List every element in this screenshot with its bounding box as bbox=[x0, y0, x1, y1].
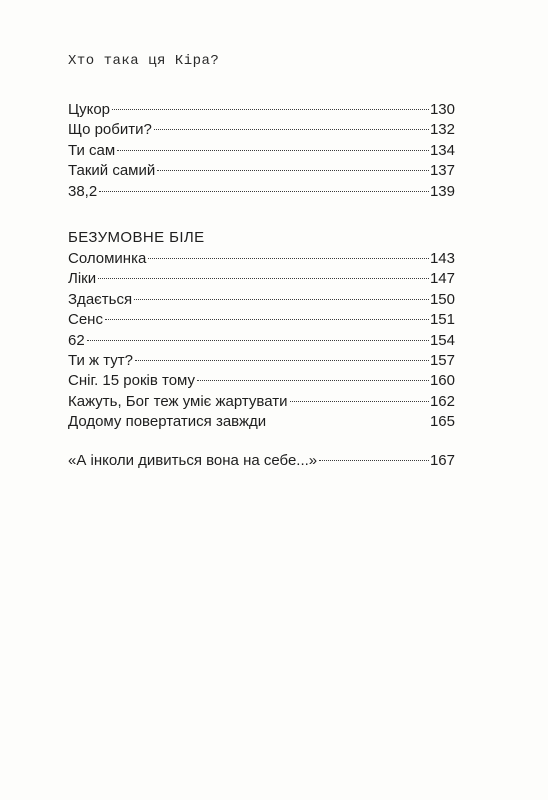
toc-entry-page: 165 bbox=[429, 413, 455, 431]
toc-entry bbox=[68, 392, 455, 412]
toc-entry bbox=[68, 331, 455, 351]
toc-entry-page: 162 bbox=[429, 392, 455, 410]
toc-entry-title: 38,2 bbox=[68, 182, 98, 200]
running-head: Хто така ця Кіра? bbox=[68, 53, 220, 69]
dot-leader bbox=[319, 460, 429, 461]
toc-entry bbox=[68, 351, 455, 371]
dot-leader bbox=[135, 360, 429, 361]
toc-section-2 bbox=[68, 227, 455, 433]
toc-entry-page: 139 bbox=[429, 182, 455, 200]
dot-leader bbox=[157, 170, 429, 171]
dot-leader bbox=[290, 401, 429, 402]
toc-entry-title: Додому повертатися завжди bbox=[68, 413, 267, 431]
toc-entry-title: Кажуть, Бог теж уміє жартувати bbox=[68, 392, 288, 410]
toc-entry bbox=[68, 371, 455, 391]
toc-entry-title: «А інколи дивиться вона на себе...» bbox=[68, 452, 318, 469]
toc-entry-title: Здається bbox=[68, 290, 133, 308]
toc-entry-title: Соломинка bbox=[68, 250, 147, 267]
toc-entry-title: Ліки bbox=[68, 270, 97, 288]
dot-leader bbox=[268, 421, 429, 422]
toc-entry-title: Сенс bbox=[68, 311, 103, 329]
section-title: БЕЗУМОВНЕ БІЛЕ bbox=[68, 229, 205, 246]
dot-leader bbox=[197, 380, 429, 381]
toc-entry bbox=[68, 249, 455, 269]
dot-leader bbox=[112, 109, 429, 110]
dot-leader bbox=[87, 340, 429, 341]
dot-leader bbox=[154, 129, 429, 130]
toc-entry-title: Ти ж тут? bbox=[68, 351, 134, 369]
toc-entry-title: Ти сам bbox=[68, 141, 116, 159]
toc-entry bbox=[68, 412, 455, 432]
toc-entry-page: 157 bbox=[429, 351, 455, 369]
toc-entry-title: Такий самий bbox=[68, 162, 156, 180]
toc-entry bbox=[68, 182, 455, 202]
toc-entry-page: 130 bbox=[429, 101, 455, 118]
toc-entry bbox=[68, 290, 455, 310]
toc-entry-title: 62 bbox=[68, 331, 85, 349]
toc-entry-page: 147 bbox=[429, 270, 455, 288]
toc-entry bbox=[68, 120, 455, 140]
dot-leader bbox=[105, 319, 429, 320]
toc-entry bbox=[68, 100, 455, 120]
toc-entry bbox=[68, 141, 455, 161]
toc-entry-title: Сніг. 15 років тому bbox=[68, 372, 196, 390]
toc-block-1 bbox=[68, 100, 455, 202]
toc-entry bbox=[68, 451, 455, 471]
toc-entry bbox=[68, 269, 455, 289]
dot-leader bbox=[134, 299, 429, 300]
dot-leader bbox=[98, 278, 429, 279]
toc-entry-page: 160 bbox=[429, 372, 455, 390]
toc-entry-title: Цукор bbox=[68, 101, 111, 118]
toc-entry bbox=[68, 161, 455, 181]
toc-entry-page: 132 bbox=[429, 121, 455, 139]
toc-entry-title: Що робити? bbox=[68, 121, 152, 139]
dot-leader bbox=[148, 258, 429, 259]
toc-entry-page: 150 bbox=[429, 290, 455, 308]
dot-leader bbox=[99, 191, 429, 192]
toc-entry bbox=[68, 310, 455, 330]
dot-leader bbox=[117, 150, 429, 151]
toc-entry-page: 154 bbox=[429, 331, 455, 349]
toc-entry-page: 134 bbox=[429, 141, 455, 159]
toc-block-3 bbox=[68, 451, 455, 471]
toc-entry-page: 151 bbox=[429, 311, 455, 329]
toc-entry-page: 143 bbox=[429, 250, 455, 267]
toc-entry-page: 137 bbox=[429, 162, 455, 180]
toc-entry-page: 167 bbox=[429, 452, 455, 469]
